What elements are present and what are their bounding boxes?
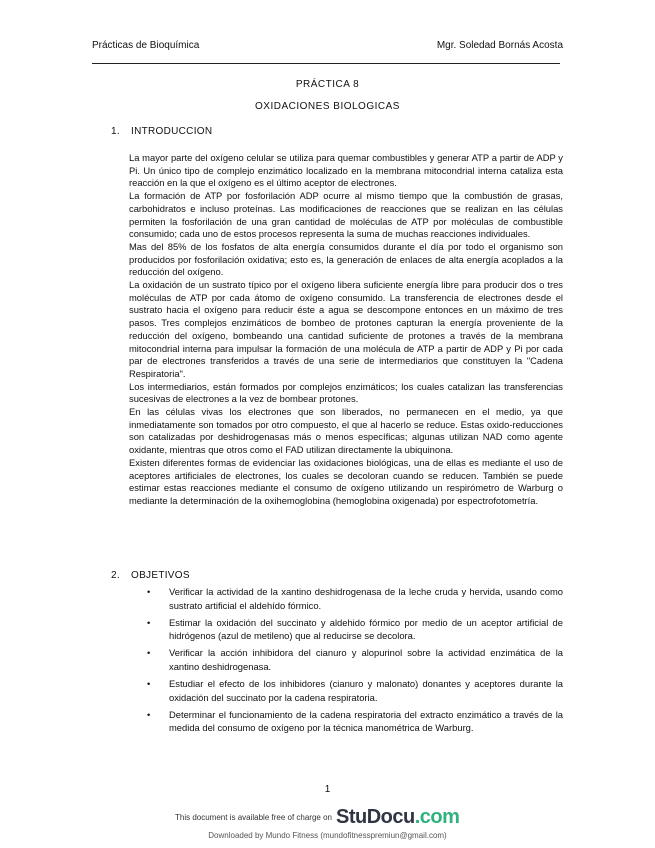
objective-text: Estudiar el efecto de los inhibidores (cianuro y malonato) donantes y aceptores durante la oxidación del succinato por la cadena respiratoria.	[169, 678, 563, 703]
paragraph: La oxidación de un sustrato típico por el oxígeno libera suficiente energía libre para producir dos o tres moléculas de ATP por cada átomo de oxígeno consumido. La transferencia de electrones desde el sustrato hacia el oxígeno para reducir éste a agua se descompone entonces en un máximo de tres pasos. Tres complejos enzimáticos de bombeo de protones capturan la energía proveniente de la reducción del oxígeno, bombeando una cantidad suficiente de protones a través de la membrana mitocondrial interna para impulsar la formación de una molécula de ATP a partir de ADP y Pi por cada par de electrones transferidos a través de una serie de intermediarios que constituyen la "Cadena Respiratoria".	[129, 279, 563, 379]
paragraph: La formación de ATP por fosforilación ADP ocurre al mismo tiempo que la combustión de grasas, carbohidratos e incluso proteínas. Las modificaciones de reacciones que se realizan en las células permiten la fosforilación de una gran cantidad de moléculas de ATP por moléculas de combustible consumido; cada uno de estos procesos representa la suma de muchas reacciones individuales.	[129, 190, 563, 240]
section-objetivos	[111, 570, 190, 581]
promo-text: This document is available free of charge on	[175, 813, 332, 822]
document-title: OXIDACIONES BIOLOGICAS	[255, 101, 400, 112]
section-number: 1.	[111, 126, 120, 137]
brand-domain: .com	[414, 806, 460, 828]
section-introduccion	[111, 126, 212, 137]
list-item	[145, 616, 563, 643]
list-item	[145, 677, 563, 704]
bullet-icon: •	[147, 708, 151, 720]
paragraph: En las células vivas los electrones que son liberados, no permanecen en el medio, ya que inmediatamente son tomados por otro compuesto, el que al hacerlo se reduce. Estas oxido-reducciones son catalizadas por deshidrogenasas más o menos específicas; algunas utilizan NAD como agente oxidante, mientras que otros como el FAD utilizan directamente la ubiquinona.	[129, 406, 563, 456]
objective-text: Determinar el funcionamiento de la cadena respiratoria del extracto enzimático a través de la medida del consumo de oxígeno por la técnica manométrica de Warburg.	[169, 708, 563, 734]
list-item	[145, 585, 563, 612]
objective-text: Estimar la oxidación del succinato y aldehido fórmico por medio de un aceptor artificial de hidrógenos (azul de metileno) que al reducirse se decolora.	[169, 616, 563, 642]
list-item	[145, 708, 563, 735]
bullet-icon: •	[147, 616, 151, 628]
objective-text: Verificar la actividad de la xantino deshidrogenasa de la leche cruda y hervida, usando como sustrato artificial el aldehído fórmico.	[169, 586, 563, 611]
paragraph: Mas del 85% de los fosfatos de alta energía consumidos durante el día por todo el organismo son producidos por fosforilación oxidativa; esto es, la generación de enlaces de alta energía acoplados a la reducción del oxígeno.	[129, 240, 563, 278]
paragraph: Los intermediarios, están formados por complejos enzimáticos; los cuales catalizan las transferencias sucesivas de electrones a la vez de bombear protones.	[129, 380, 563, 405]
header-author: Mgr. Soledad Bornás Acosta	[436, 40, 563, 51]
objectives-list	[145, 585, 563, 738]
header-course: Prácticas de Bioquímica	[92, 40, 200, 51]
header-rule	[92, 63, 560, 64]
studocu-banner[interactable]	[175, 806, 459, 829]
section-title: OBJETIVOS	[131, 570, 190, 581]
objective-text: Verificar la acción inhibidora del cianuro y alopurinol sobre la actividad enzimática de la xantino deshidrogenasa.	[169, 647, 563, 672]
bullet-icon: •	[147, 586, 151, 597]
page-header	[92, 40, 563, 51]
section-title: INTRODUCCION	[131, 126, 213, 137]
brand-name: StuDocu	[335, 806, 415, 828]
section-number: 2.	[111, 570, 120, 581]
page-number: 1	[324, 784, 331, 795]
studocu-logo[interactable]	[336, 806, 459, 829]
download-notice: Downloaded by Mundo Fitness (mundofitnesspremiun@gmail.com)	[208, 831, 447, 840]
bullet-icon: •	[147, 678, 151, 690]
practica-label: PRÁCTICA 8	[295, 79, 360, 90]
introduction-body	[129, 152, 563, 508]
bullet-icon: •	[147, 647, 151, 659]
paragraph: Existen diferentes formas de evidenciar las oxidaciones biológicas, una de ellas es mediante el uso de aceptores artificiales de electrones, los cuales se decoloran cuando se reducen. También se puede estimar estas reacciones mediante el consumo de oxígeno utilizando un respirómetro de Warburg o mediante la determinación de la oxihemoglobina (hemoglobina oxigenada) por espectrofotometría.	[129, 456, 563, 506]
list-item	[145, 646, 563, 673]
paragraph: La mayor parte del oxígeno celular se utiliza para quemar combustibles y generar ATP a partir de ADP y Pi. Un único tipo de complejo enzimático localizado en la membrana mitocondrial interna cataliza esta reacción en la que el oxígeno es el último aceptor de electrones.	[129, 152, 563, 189]
